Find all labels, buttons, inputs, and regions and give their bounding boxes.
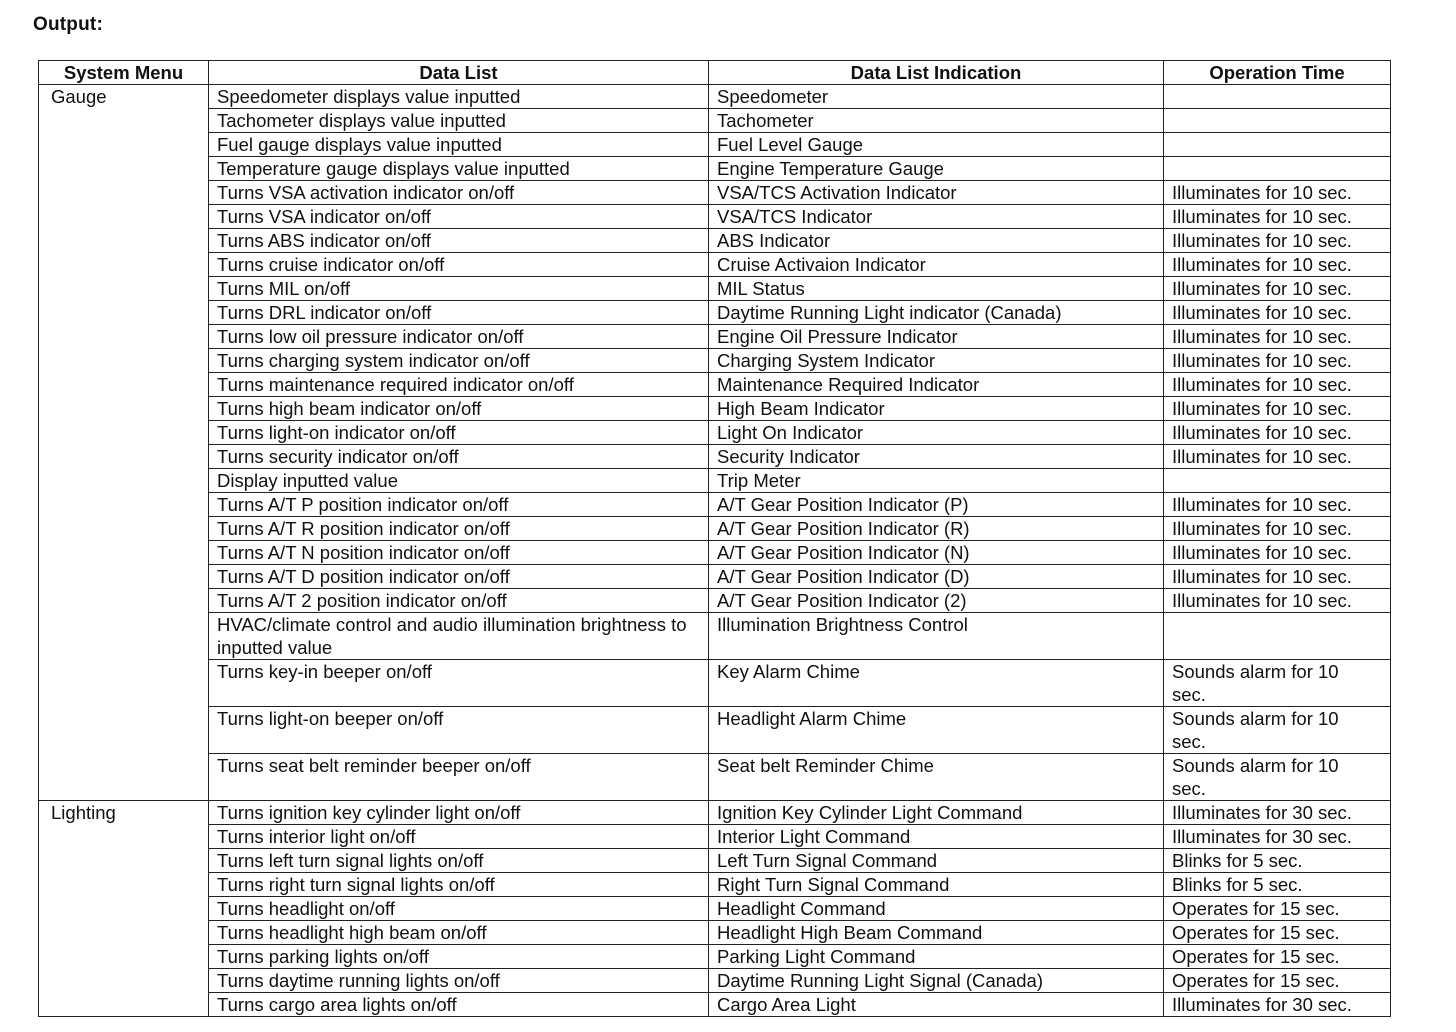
data-list-indication-cell: ABS Indicator: [709, 229, 1164, 253]
operation-time-cell: [1164, 469, 1391, 493]
output-heading: Output:: [33, 14, 103, 35]
data-list-cell: Display inputted value: [209, 469, 709, 493]
data-list-cell: Turns light-on beeper on/off: [209, 707, 709, 754]
table-row: [39, 565, 1391, 589]
operation-time-cell: Illuminates for 10 sec.: [1164, 349, 1391, 373]
data-list-indication-cell: Right Turn Signal Command: [709, 873, 1164, 897]
data-list-indication-cell: Interior Light Command: [709, 825, 1164, 849]
data-list-indication-cell: Tachometer: [709, 109, 1164, 133]
table-row: [39, 945, 1391, 969]
operation-time-cell: Illuminates for 10 sec.: [1164, 541, 1391, 565]
data-list-indication-cell: High Beam Indicator: [709, 397, 1164, 421]
operation-time-cell: Sounds alarm for 10 sec.: [1164, 754, 1391, 801]
data-list-indication-cell: Engine Temperature Gauge: [709, 157, 1164, 181]
column-header-system-menu: System Menu: [39, 61, 209, 85]
data-list-indication-cell: Engine Oil Pressure Indicator: [709, 325, 1164, 349]
operation-time-cell: Illuminates for 10 sec.: [1164, 493, 1391, 517]
table-row: [39, 397, 1391, 421]
operation-time-cell: [1164, 157, 1391, 181]
operation-time-cell: [1164, 109, 1391, 133]
table-row: [39, 969, 1391, 993]
data-list-indication-cell: Illumination Brightness Control: [709, 613, 1164, 660]
table-row: [39, 541, 1391, 565]
data-list-cell: Turns light-on indicator on/off: [209, 421, 709, 445]
data-list-cell: Turns security indicator on/off: [209, 445, 709, 469]
operation-time-cell: Blinks for 5 sec.: [1164, 849, 1391, 873]
table-row: [39, 181, 1391, 205]
operation-time-cell: Sounds alarm for 10 sec.: [1164, 707, 1391, 754]
operation-time-cell: [1164, 613, 1391, 660]
table-row: [39, 253, 1391, 277]
operation-time-cell: Illuminates for 10 sec.: [1164, 301, 1391, 325]
data-list-indication-cell: Fuel Level Gauge: [709, 133, 1164, 157]
data-list-cell: Turns right turn signal lights on/off: [209, 873, 709, 897]
data-list-indication-cell: Cruise Activaion Indicator: [709, 253, 1164, 277]
data-list-indication-cell: Ignition Key Cylinder Light Command: [709, 801, 1164, 825]
operation-time-cell: Illuminates for 10 sec.: [1164, 229, 1391, 253]
data-list-cell: Turns A/T R position indicator on/off: [209, 517, 709, 541]
data-list-indication-cell: Light On Indicator: [709, 421, 1164, 445]
data-list-cell: Turns A/T P position indicator on/off: [209, 493, 709, 517]
operation-time-cell: Operates for 15 sec.: [1164, 945, 1391, 969]
column-header-data-list: Data List: [209, 61, 709, 85]
table-row: [39, 301, 1391, 325]
table-row: [39, 205, 1391, 229]
data-list-indication-cell: Seat belt Reminder Chime: [709, 754, 1164, 801]
table-row: [39, 349, 1391, 373]
operation-time-cell: Illuminates for 30 sec.: [1164, 993, 1391, 1017]
table-row: [39, 921, 1391, 945]
data-list-indication-cell: Cargo Area Light: [709, 993, 1164, 1017]
table-row: [39, 993, 1391, 1017]
operation-time-cell: Illuminates for 30 sec.: [1164, 801, 1391, 825]
table-row: [39, 133, 1391, 157]
data-list-indication-cell: Security Indicator: [709, 445, 1164, 469]
table-row: [39, 469, 1391, 493]
data-list-indication-cell: A/T Gear Position Indicator (N): [709, 541, 1164, 565]
data-list-indication-cell: Headlight Alarm Chime: [709, 707, 1164, 754]
data-list-cell: Turns VSA activation indicator on/off: [209, 181, 709, 205]
table-row: [39, 445, 1391, 469]
data-list-cell: Turns cargo area lights on/off: [209, 993, 709, 1017]
data-list-indication-cell: Maintenance Required Indicator: [709, 373, 1164, 397]
data-list-indication-cell: Trip Meter: [709, 469, 1164, 493]
table-row: [39, 825, 1391, 849]
data-list-cell: Turns ignition key cylinder light on/off: [209, 801, 709, 825]
operation-time-cell: Illuminates for 10 sec.: [1164, 253, 1391, 277]
operation-time-cell: Illuminates for 10 sec.: [1164, 325, 1391, 349]
data-list-indication-cell: Headlight High Beam Command: [709, 921, 1164, 945]
table-row: [39, 85, 1391, 109]
table-body: [39, 85, 1391, 1017]
table-row: [39, 517, 1391, 541]
data-list-cell: Turns left turn signal lights on/off: [209, 849, 709, 873]
system-menu-cell: Gauge: [39, 85, 209, 801]
data-list-indication-cell: Charging System Indicator: [709, 349, 1164, 373]
table-row: [39, 613, 1391, 660]
operation-time-cell: Sounds alarm for 10 sec.: [1164, 660, 1391, 707]
operation-time-cell: [1164, 85, 1391, 109]
data-list-cell: Turns VSA indicator on/off: [209, 205, 709, 229]
operation-time-cell: Illuminates for 10 sec.: [1164, 205, 1391, 229]
table-row: [39, 277, 1391, 301]
data-list-cell: Turns A/T D position indicator on/off: [209, 565, 709, 589]
table-row: [39, 373, 1391, 397]
data-list-indication-cell: Parking Light Command: [709, 945, 1164, 969]
data-list-cell: Turns low oil pressure indicator on/off: [209, 325, 709, 349]
data-list-cell: Fuel gauge displays value inputted: [209, 133, 709, 157]
data-list-cell: Turns maintenance required indicator on/off: [209, 373, 709, 397]
data-list-cell: Turns interior light on/off: [209, 825, 709, 849]
table-row: [39, 157, 1391, 181]
data-list-indication-cell: MIL Status: [709, 277, 1164, 301]
data-list-cell: Turns ABS indicator on/off: [209, 229, 709, 253]
table-row: [39, 754, 1391, 801]
data-list-cell: Turns headlight on/off: [209, 897, 709, 921]
system-menu-output-table: [38, 60, 1391, 1017]
data-list-cell: Turns seat belt reminder beeper on/off: [209, 754, 709, 801]
table-row: [39, 897, 1391, 921]
data-list-cell: Turns MIL on/off: [209, 277, 709, 301]
operation-time-cell: Illuminates for 10 sec.: [1164, 373, 1391, 397]
data-list-indication-cell: Speedometer: [709, 85, 1164, 109]
table-row: [39, 589, 1391, 613]
data-list-cell: Turns A/T 2 position indicator on/off: [209, 589, 709, 613]
operation-time-cell: [1164, 133, 1391, 157]
table-row: [39, 660, 1391, 707]
data-list-cell: Turns headlight high beam on/off: [209, 921, 709, 945]
operation-time-cell: Illuminates for 30 sec.: [1164, 825, 1391, 849]
operation-time-cell: Operates for 15 sec.: [1164, 921, 1391, 945]
data-list-indication-cell: Daytime Running Light indicator (Canada): [709, 301, 1164, 325]
table-row: [39, 707, 1391, 754]
data-list-indication-cell: A/T Gear Position Indicator (2): [709, 589, 1164, 613]
data-list-indication-cell: VSA/TCS Indicator: [709, 205, 1164, 229]
table-row: [39, 801, 1391, 825]
operation-time-cell: Operates for 15 sec.: [1164, 969, 1391, 993]
operation-time-cell: Illuminates for 10 sec.: [1164, 397, 1391, 421]
table-row: [39, 493, 1391, 517]
data-list-indication-cell: Key Alarm Chime: [709, 660, 1164, 707]
data-list-cell: Turns charging system indicator on/off: [209, 349, 709, 373]
system-menu-cell: Lighting: [39, 801, 209, 1017]
data-list-cell: Turns parking lights on/off: [209, 945, 709, 969]
operation-time-cell: Illuminates for 10 sec.: [1164, 277, 1391, 301]
data-list-indication-cell: Left Turn Signal Command: [709, 849, 1164, 873]
operation-time-cell: Blinks for 5 sec.: [1164, 873, 1391, 897]
operation-time-cell: Illuminates for 10 sec.: [1164, 421, 1391, 445]
operation-time-cell: Illuminates for 10 sec.: [1164, 565, 1391, 589]
data-list-indication-cell: A/T Gear Position Indicator (P): [709, 493, 1164, 517]
data-list-cell: Temperature gauge displays value inputted: [209, 157, 709, 181]
table-row: [39, 325, 1391, 349]
table-row: [39, 873, 1391, 897]
data-list-indication-cell: A/T Gear Position Indicator (D): [709, 565, 1164, 589]
operation-time-cell: Illuminates for 10 sec.: [1164, 589, 1391, 613]
operation-time-cell: Illuminates for 10 sec.: [1164, 517, 1391, 541]
data-list-cell: Tachometer displays value inputted: [209, 109, 709, 133]
data-list-cell: HVAC/climate control and audio illumination brightness to inputted value: [209, 613, 709, 660]
table-row: [39, 109, 1391, 133]
data-list-cell: Speedometer displays value inputted: [209, 85, 709, 109]
data-list-cell: Turns daytime running lights on/off: [209, 969, 709, 993]
table-row: [39, 849, 1391, 873]
data-list-cell: Turns cruise indicator on/off: [209, 253, 709, 277]
data-list-indication-cell: A/T Gear Position Indicator (R): [709, 517, 1164, 541]
operation-time-cell: Illuminates for 10 sec.: [1164, 445, 1391, 469]
column-header-operation-time: Operation Time: [1164, 61, 1391, 85]
data-list-indication-cell: Headlight Command: [709, 897, 1164, 921]
table-row: [39, 229, 1391, 253]
data-list-cell: Turns DRL indicator on/off: [209, 301, 709, 325]
operation-time-cell: Illuminates for 10 sec.: [1164, 181, 1391, 205]
operation-time-cell: Operates for 15 sec.: [1164, 897, 1391, 921]
data-list-cell: Turns key-in beeper on/off: [209, 660, 709, 707]
column-header-data-list-indication: Data List Indication: [709, 61, 1164, 85]
data-list-indication-cell: VSA/TCS Activation Indicator: [709, 181, 1164, 205]
data-list-cell: Turns high beam indicator on/off: [209, 397, 709, 421]
table-row: [39, 421, 1391, 445]
data-list-cell: Turns A/T N position indicator on/off: [209, 541, 709, 565]
data-list-indication-cell: Daytime Running Light Signal (Canada): [709, 969, 1164, 993]
